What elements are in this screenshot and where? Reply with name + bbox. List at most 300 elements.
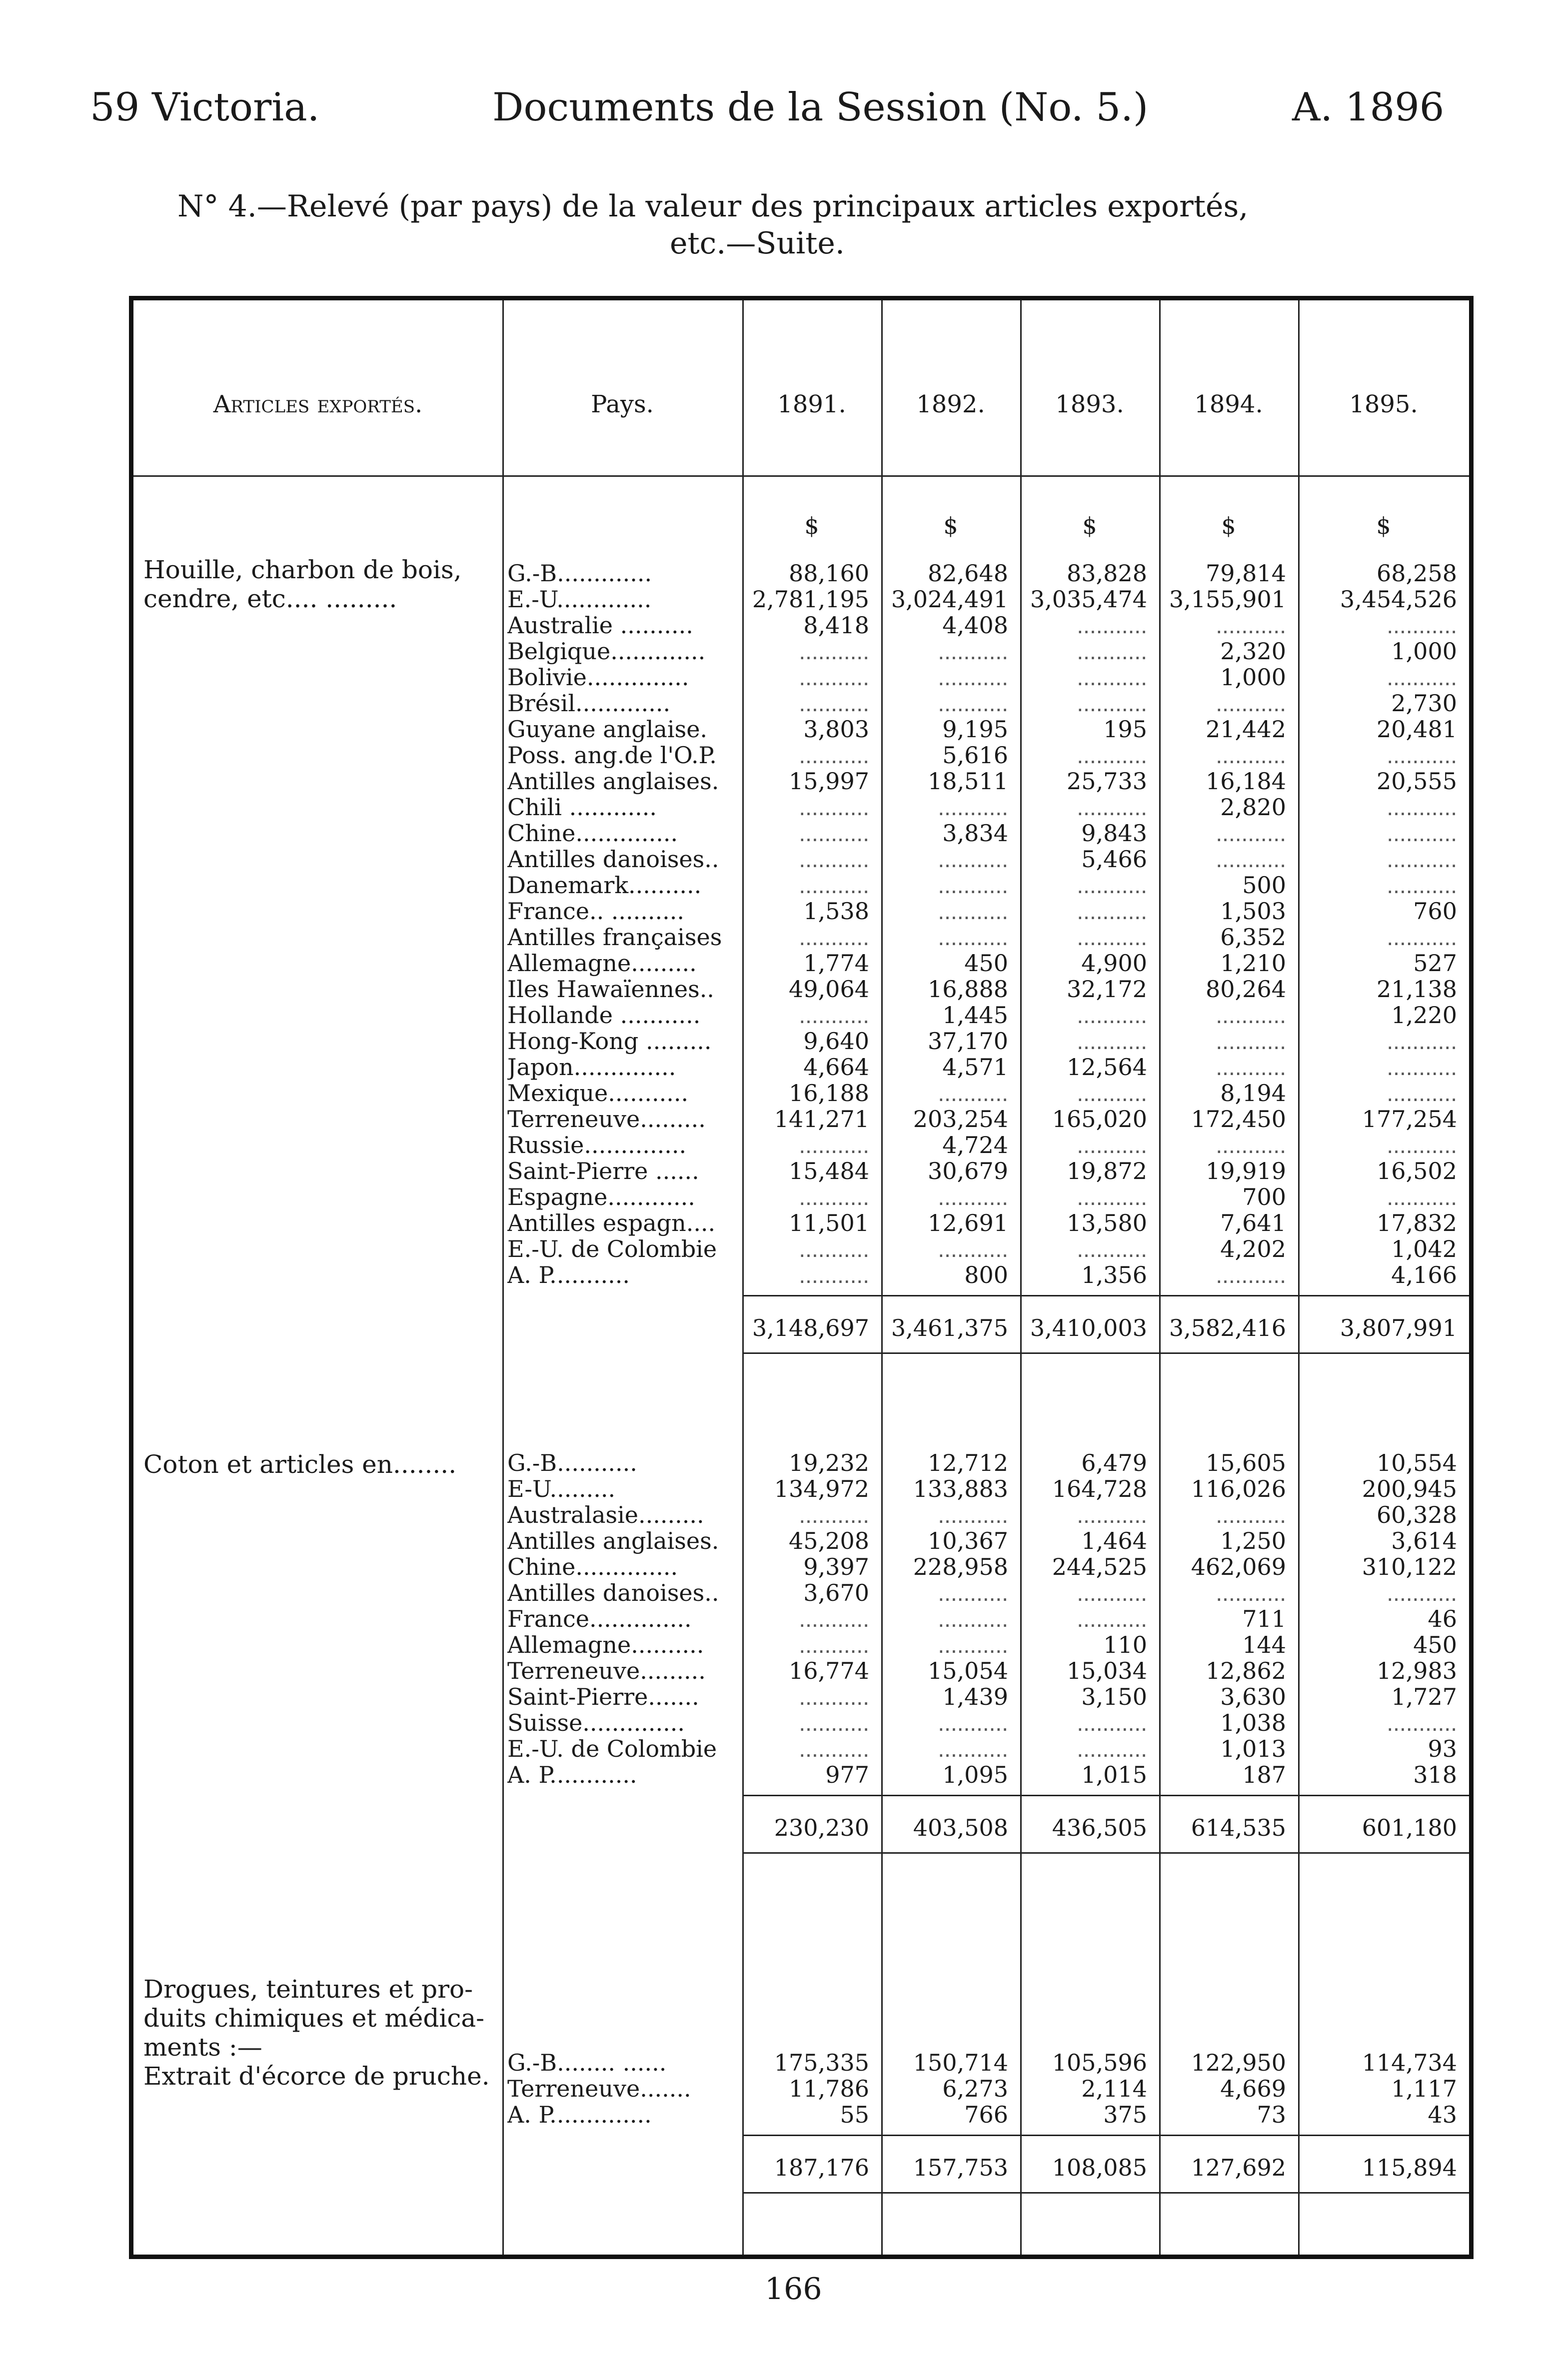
header-center: Documents de la Session (No. 5.) [492,85,1149,130]
value-cell: ........... [1077,898,1147,924]
value-cell: 20,481 [1377,716,1457,742]
currency-1892: $ [943,512,958,539]
value-cell: ........... [1077,794,1147,820]
value-cell: 4,571 [942,1054,1008,1080]
value-cell: ........... [938,690,1008,716]
value-cell: 177,254 [1362,1106,1457,1132]
total-cell: 403,508 [913,1814,1008,1841]
total-cell: 3,410,003 [1030,1314,1147,1341]
value-cell: 20,555 [1377,768,1457,794]
value-cell: 49,064 [789,976,869,1002]
country-name: Chine.............. [507,820,678,846]
value-cell: 1,000 [1220,664,1286,690]
export-table [129,296,1474,2259]
value-cell: ........... [1077,612,1147,638]
total-cell: 108,085 [1052,2154,1147,2181]
value-cell: 15,605 [1206,1450,1286,1476]
header-right: A. 1896 [1292,85,1445,130]
total-cell: 601,180 [1362,1814,1457,1841]
value-cell: 30,679 [928,1158,1008,1184]
header-left: 59 Victoria. [90,85,320,130]
country-name: Danemark.......... [507,872,702,898]
value-cell: ........... [799,1606,869,1632]
country-name: A. P............ [507,1762,637,1788]
value-cell: 19,232 [789,1450,869,1476]
value-cell: ........... [799,1236,869,1262]
value-cell: 10,367 [928,1528,1008,1554]
value-cell: ........... [1216,1002,1286,1028]
value-cell: 1,464 [1081,1528,1147,1554]
country-name: Australasie......... [507,1502,704,1528]
value-cell: 760 [1413,898,1457,924]
value-cell: ........... [938,638,1008,664]
value-cell: ........... [1387,794,1457,820]
total-cell: 436,505 [1052,1814,1147,1841]
value-cell: ........... [1077,638,1147,664]
value-cell: 60,328 [1377,1502,1457,1528]
value-cell: 1,117 [1391,2076,1457,2102]
value-cell: ........... [938,1580,1008,1606]
value-cell: ........... [799,1184,869,1210]
col-header-articles: Articles exportés. [213,390,423,418]
value-cell: ........... [1387,1580,1457,1606]
table-title-line1: N° 4.—Relevé (par pays) de la valeur des principaux articles exportés, [177,189,1249,224]
total-cell: 3,807,991 [1340,1314,1457,1341]
value-cell: 450 [964,950,1008,976]
country-name: G.-B........... [507,1450,637,1476]
value-cell: 527 [1413,950,1457,976]
value-cell: ........... [1077,1736,1147,1762]
value-cell: 203,254 [913,1106,1008,1132]
currency-1895: $ [1376,512,1391,539]
value-cell: ........... [1216,612,1286,638]
country-name: France.. .......... [507,898,685,924]
value-cell: 711 [1242,1606,1286,1632]
country-name: Mexique........... [507,1080,689,1106]
value-cell: 6,273 [942,2076,1008,2102]
value-cell: 25,733 [1067,768,1147,794]
country-name: Terreneuve......... [507,1106,706,1132]
value-cell: ........... [938,664,1008,690]
value-cell: ........... [938,794,1008,820]
value-cell: ........... [799,1502,869,1528]
value-cell: 16,774 [789,1658,869,1684]
col-header-1892: 1892. [916,390,985,418]
value-cell: 11,786 [789,2076,869,2102]
value-cell: 800 [964,1262,1008,1288]
country-name: France.............. [507,1606,692,1632]
value-cell: 1,095 [942,1762,1008,1788]
article-label: duits chimiques et médica- [143,2004,485,2033]
value-cell: ........... [1387,742,1457,768]
country-name: Bolivie.............. [507,664,689,690]
value-cell: ........... [1216,846,1286,872]
currency-1891: $ [804,512,819,539]
country-name: Antilles danoises.. [507,1580,719,1606]
country-name: Terreneuve......... [507,1658,706,1684]
value-cell: 46 [1428,1606,1457,1632]
article-label: Coton et articles en........ [143,1450,457,1479]
value-cell: ........... [799,872,869,898]
value-cell: 450 [1413,1632,1457,1658]
value-cell: 3,454,526 [1340,586,1457,612]
country-name: Hong-Kong ......... [507,1028,712,1054]
value-cell: ........... [1387,1080,1457,1106]
value-cell: ........... [1077,1002,1147,1028]
value-cell: ........... [938,1710,1008,1736]
value-cell: 16,888 [928,976,1008,1002]
value-cell: 68,258 [1377,560,1457,586]
value-cell: 19,919 [1206,1158,1286,1184]
page-number: 166 [765,2272,822,2307]
value-cell: 310,122 [1362,1554,1457,1580]
value-cell: ........... [1216,1502,1286,1528]
value-cell: ........... [799,924,869,950]
value-cell: 105,596 [1052,2050,1147,2076]
country-name: Saint-Pierre ...... [507,1158,699,1184]
value-cell: ........... [938,872,1008,898]
value-cell: ........... [799,1632,869,1658]
value-cell: 21,138 [1377,976,1457,1002]
value-cell: 1,356 [1081,1262,1147,1288]
value-cell: 82,648 [928,560,1008,586]
value-cell: 4,202 [1220,1236,1286,1262]
value-cell: 16,184 [1206,768,1286,794]
col-rule [502,300,504,2255]
value-cell: 4,669 [1220,2076,1286,2102]
value-cell: 6,479 [1081,1450,1147,1476]
value-cell: 3,150 [1081,1684,1147,1710]
country-name: E.-U. de Colombie [507,1236,717,1262]
col-header-1894: 1894. [1194,390,1263,418]
total-cell: 127,692 [1191,2154,1286,2181]
value-cell: 175,335 [774,2050,869,2076]
value-cell: 3,035,474 [1030,586,1147,612]
value-cell: ........... [799,1684,869,1710]
value-cell: ........... [1077,690,1147,716]
country-name: Suisse.............. [507,1710,685,1736]
value-cell: ........... [1077,1710,1147,1736]
value-cell: 977 [825,1762,869,1788]
value-cell: ........... [1077,1028,1147,1054]
value-cell: 9,397 [803,1554,869,1580]
value-cell: 187 [1242,1762,1286,1788]
country-name: E.-U. de Colombie [507,1736,717,1762]
value-cell: 1,250 [1220,1528,1286,1554]
value-cell: 15,034 [1067,1658,1147,1684]
value-cell: 3,834 [942,820,1008,846]
value-cell: 1,038 [1220,1710,1286,1736]
total-rule [742,1352,1469,1354]
value-cell: ........... [799,1002,869,1028]
country-name: Brésil............. [507,690,671,716]
table-title-line2: etc.—Suite. [670,226,845,261]
country-name: E-U......... [507,1476,616,1502]
value-cell: 110 [1103,1632,1147,1658]
value-cell: 1,042 [1391,1236,1457,1262]
total-rule [742,1295,1469,1296]
value-cell: 55 [840,2102,869,2128]
value-cell: 1,013 [1220,1736,1286,1762]
country-name: Hollande ........... [507,1002,701,1028]
value-cell: ........... [799,664,869,690]
value-cell: 3,630 [1220,1684,1286,1710]
value-cell: 116,026 [1191,1476,1286,1502]
value-cell: 8,194 [1220,1080,1286,1106]
value-cell: 5,466 [1081,846,1147,872]
value-cell: 73 [1257,2102,1286,2128]
article-label: Drogues, teintures et pro- [143,1975,473,2004]
total-rule [742,2192,1469,2194]
value-cell: ........... [1216,742,1286,768]
value-cell: 3,803 [803,716,869,742]
value-cell: 1,000 [1391,638,1457,664]
value-cell: ........... [799,1132,869,1158]
value-cell: 133,883 [913,1476,1008,1502]
currency-1893: $ [1082,512,1097,539]
value-cell: 9,195 [942,716,1008,742]
value-cell: ........... [1387,924,1457,950]
value-cell: 32,172 [1067,976,1147,1002]
value-cell: 13,580 [1067,1210,1147,1236]
total-cell: 157,753 [913,2154,1008,2181]
col-header-pays: Pays. [591,390,654,418]
value-cell: 4,408 [942,612,1008,638]
value-cell: 1,220 [1391,1002,1457,1028]
col-header-1891: 1891. [777,390,846,418]
value-cell: ........... [1077,924,1147,950]
country-name: A. P.............. [507,2102,652,2128]
value-cell: 93 [1428,1736,1457,1762]
value-cell: 12,712 [928,1450,1008,1476]
value-cell: 12,691 [928,1210,1008,1236]
value-cell: 150,714 [913,2050,1008,2076]
value-cell: 18,511 [928,768,1008,794]
total-rule [742,1795,1469,1796]
country-name: Chine.............. [507,1554,678,1580]
total-rule [742,2135,1469,2136]
value-cell: ........... [799,1710,869,1736]
value-cell: 1,538 [803,898,869,924]
country-name: Antilles anglaises. [507,1528,719,1554]
country-name: Japon.............. [507,1054,676,1080]
value-cell: 79,814 [1206,560,1286,586]
value-cell: ........... [1387,1132,1457,1158]
value-cell: ........... [799,638,869,664]
country-name: Iles Hawaïennes.. [507,976,714,1002]
article-label: Extrait d'écorce de pruche. [143,2062,490,2091]
value-cell: 6,352 [1220,924,1286,950]
value-cell: 766 [964,2102,1008,2128]
value-cell: 462,069 [1191,1554,1286,1580]
value-cell: ........... [1077,872,1147,898]
total-cell: 3,148,697 [752,1314,869,1341]
value-cell: ........... [799,794,869,820]
value-cell: 3,024,491 [891,586,1008,612]
value-cell: ........... [1387,846,1457,872]
value-cell: 114,734 [1362,2050,1457,2076]
header-rule [133,475,1469,477]
value-cell: 2,781,195 [752,586,869,612]
country-name: E.-U............. [507,586,652,612]
value-cell: ........... [799,1736,869,1762]
value-cell: 8,418 [803,612,869,638]
country-name: Australie .......... [507,612,693,638]
value-cell: 43 [1428,2102,1457,2128]
value-cell: 16,188 [789,1080,869,1106]
value-cell: ........... [1216,1028,1286,1054]
value-cell: 1,439 [942,1684,1008,1710]
value-cell: 1,445 [942,1002,1008,1028]
value-cell: ........... [799,742,869,768]
value-cell: ........... [1077,1580,1147,1606]
value-cell: 15,054 [928,1658,1008,1684]
value-cell: 9,640 [803,1028,869,1054]
value-cell: ........... [1387,1028,1457,1054]
country-name: Poss. ang.de l'O.P. [507,742,717,768]
country-name: Terreneuve....... [507,2076,691,2102]
country-name: Antilles espagn.... [507,1210,716,1236]
country-name: Antilles danoises.. [507,846,719,872]
value-cell: 500 [1242,872,1286,898]
value-cell: 11,501 [789,1210,869,1236]
country-name: Chili ............ [507,794,657,820]
total-cell: 3,582,416 [1169,1314,1286,1341]
article-label: Houille, charbon de bois, [143,555,462,584]
country-name: Saint-Pierre....... [507,1684,699,1710]
value-cell: 141,271 [774,1106,869,1132]
value-cell: ........... [1387,664,1457,690]
value-cell: ........... [1387,1184,1457,1210]
value-cell: 2,114 [1081,2076,1147,2102]
value-cell: 2,820 [1220,794,1286,820]
value-cell: 4,900 [1081,950,1147,976]
country-name: Antilles anglaises. [507,768,719,794]
total-cell: 614,535 [1191,1814,1286,1841]
value-cell: ........... [938,1184,1008,1210]
value-cell: ........... [938,898,1008,924]
value-cell: 3,155,901 [1169,586,1286,612]
value-cell: ........... [1216,820,1286,846]
value-cell: ........... [938,1736,1008,1762]
value-cell: ........... [1387,1054,1457,1080]
value-cell: 200,945 [1362,1476,1457,1502]
value-cell: 1,015 [1081,1762,1147,1788]
value-cell: 172,450 [1191,1106,1286,1132]
country-name: G.-B............. [507,560,652,586]
value-cell: ........... [938,1236,1008,1262]
total-cell: 115,894 [1362,2154,1457,2181]
value-cell: 4,724 [942,1132,1008,1158]
value-cell: ........... [938,1606,1008,1632]
article-label: ments :— [143,2033,262,2062]
value-cell: 4,664 [803,1054,869,1080]
value-cell: 165,020 [1052,1106,1147,1132]
value-cell: 134,972 [774,1476,869,1502]
value-cell: 15,484 [789,1158,869,1184]
value-cell: 83,828 [1067,560,1147,586]
country-name: Allemagne......... [507,950,697,976]
value-cell: ........... [938,1632,1008,1658]
value-cell: 80,264 [1206,976,1286,1002]
value-cell: 3,614 [1391,1528,1457,1554]
value-cell: ........... [1216,1580,1286,1606]
country-name: Guyane anglaise. [507,716,708,742]
value-cell: ........... [1077,1606,1147,1632]
value-cell: 244,525 [1052,1554,1147,1580]
col-header-1895: 1895. [1349,390,1418,418]
value-cell: ........... [1077,1502,1147,1528]
value-cell: ........... [1077,1132,1147,1158]
value-cell: ........... [1216,1132,1286,1158]
value-cell: ........... [1216,1054,1286,1080]
country-name: Allemagne.......... [507,1632,704,1658]
value-cell: 228,958 [913,1554,1008,1580]
value-cell: ........... [1077,1080,1147,1106]
value-cell: 1,774 [803,950,869,976]
value-cell: ........... [938,1502,1008,1528]
value-cell: 12,983 [1377,1658,1457,1684]
country-name: Belgique............. [507,638,706,664]
total-cell: 230,230 [774,1814,869,1841]
value-cell: ........... [1387,612,1457,638]
value-cell: ........... [1077,742,1147,768]
value-cell: 12,564 [1067,1054,1147,1080]
value-cell: 17,832 [1377,1210,1457,1236]
value-cell: ........... [938,1080,1008,1106]
country-name: Russie.............. [507,1132,687,1158]
value-cell: 21,442 [1206,716,1286,742]
currency-1894: $ [1221,512,1236,539]
article-label: cendre, etc.... ......... [143,584,397,613]
value-cell: 15,997 [789,768,869,794]
value-cell: 37,170 [928,1028,1008,1054]
value-cell: 122,950 [1191,2050,1286,2076]
value-cell: ........... [1216,690,1286,716]
value-cell: 375 [1103,2102,1147,2128]
country-name: Espagne............ [507,1184,695,1210]
value-cell: 45,208 [789,1528,869,1554]
value-cell: ........... [799,846,869,872]
value-cell: 700 [1242,1184,1286,1210]
value-cell: ........... [799,820,869,846]
value-cell: 7,641 [1220,1210,1286,1236]
value-cell: 318 [1413,1762,1457,1788]
value-cell: ........... [1387,872,1457,898]
value-cell: 3,670 [803,1580,869,1606]
col-header-1893: 1893. [1055,390,1124,418]
value-cell: 4,166 [1391,1262,1457,1288]
value-cell: 2,730 [1391,690,1457,716]
value-cell: ........... [938,924,1008,950]
value-cell: 144 [1242,1632,1286,1658]
value-cell: ........... [1077,1236,1147,1262]
country-name: A. P........... [507,1262,630,1288]
value-cell: 19,872 [1067,1158,1147,1184]
value-cell: 1,503 [1220,898,1286,924]
total-cell: 3,461,375 [891,1314,1008,1341]
total-rule [742,1852,1469,1854]
value-cell: ........... [799,690,869,716]
value-cell: ........... [1077,1184,1147,1210]
value-cell: 88,160 [789,560,869,586]
value-cell: ........... [938,846,1008,872]
value-cell: 1,210 [1220,950,1286,976]
value-cell: 1,727 [1391,1684,1457,1710]
value-cell: 16,502 [1377,1158,1457,1184]
value-cell: ........... [1387,1710,1457,1736]
total-cell: 187,176 [774,2154,869,2181]
